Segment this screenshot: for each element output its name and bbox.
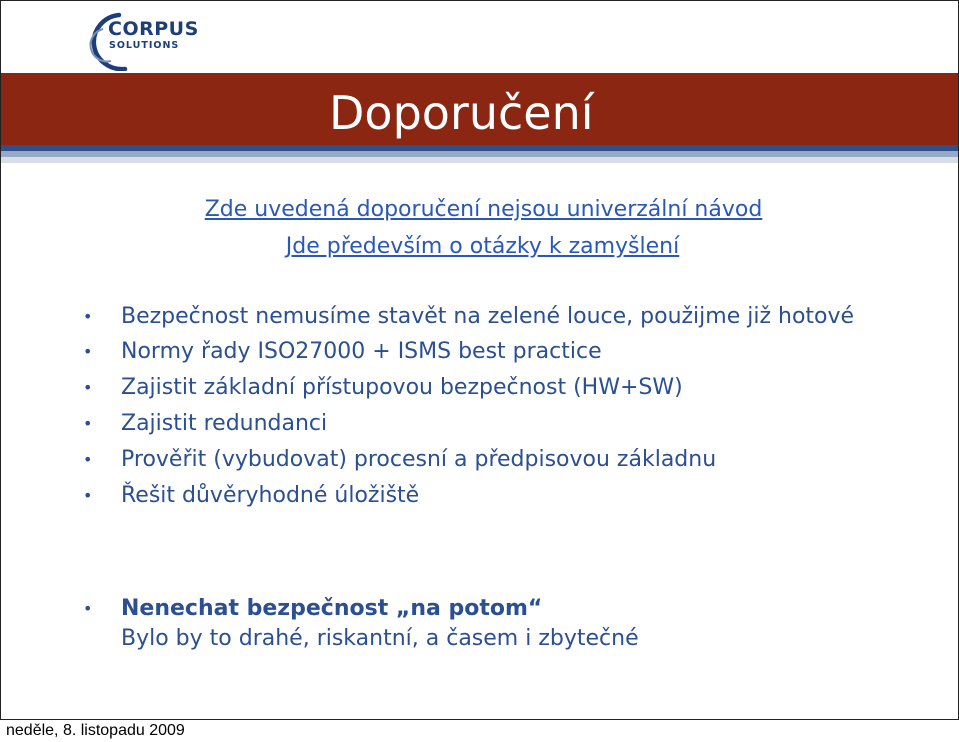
list-item-text: Prověřit (vybudovat) procesní a předpisovou základnu (121, 447, 717, 472)
list-item (83, 480, 943, 512)
bullet-icon: • (83, 342, 93, 361)
bullet-icon: • (83, 450, 93, 469)
list-item-subtext: Bylo by to drahé, riskantní, a časem i zbytečné (121, 626, 639, 651)
bullet-icon: • (83, 599, 93, 618)
list-item-text: Normy řady ISO27000 + ISMS best practice (121, 339, 602, 364)
list-item (83, 372, 943, 404)
list-item-bold-text: Nenechat bezpečnost „na potom“ (121, 596, 543, 621)
list-item (83, 336, 943, 368)
title-stripe-light (1, 157, 959, 163)
list-item (83, 444, 943, 476)
list-item (83, 408, 943, 440)
list-item (83, 593, 943, 654)
bullet-icon: • (83, 378, 93, 397)
footer-date: neděle, 8. listopadu 2009 (6, 722, 185, 739)
list-item (83, 301, 943, 332)
bullet-list (83, 301, 943, 516)
slide-title: Doporučení (329, 86, 594, 140)
bullet-icon: • (83, 486, 93, 505)
final-bullet-list (83, 593, 943, 658)
intro-line-1: Zde uvedená doporučení nejsou univerzální návod (204, 197, 763, 222)
list-item-text: Zajistit redundanci (121, 411, 328, 436)
logo-text-corpus: CORPUS (108, 18, 199, 40)
list-item-text: Bezpečnost nemusíme stavět na zelené louce, použijme již hotové (121, 304, 855, 329)
logo-text-solutions: SOLUTIONS (109, 40, 180, 51)
bullet-icon: • (83, 307, 93, 326)
corpus-solutions-logo (89, 9, 201, 71)
intro-line-2: Jde především o otázky k zamyšlení (285, 234, 680, 259)
bullet-icon: • (83, 414, 93, 433)
list-item-text: Řešit důvěryhodné úložiště (121, 483, 420, 508)
list-item-text: Zajistit základní přístupovou bezpečnost (HW+SW) (121, 375, 683, 400)
